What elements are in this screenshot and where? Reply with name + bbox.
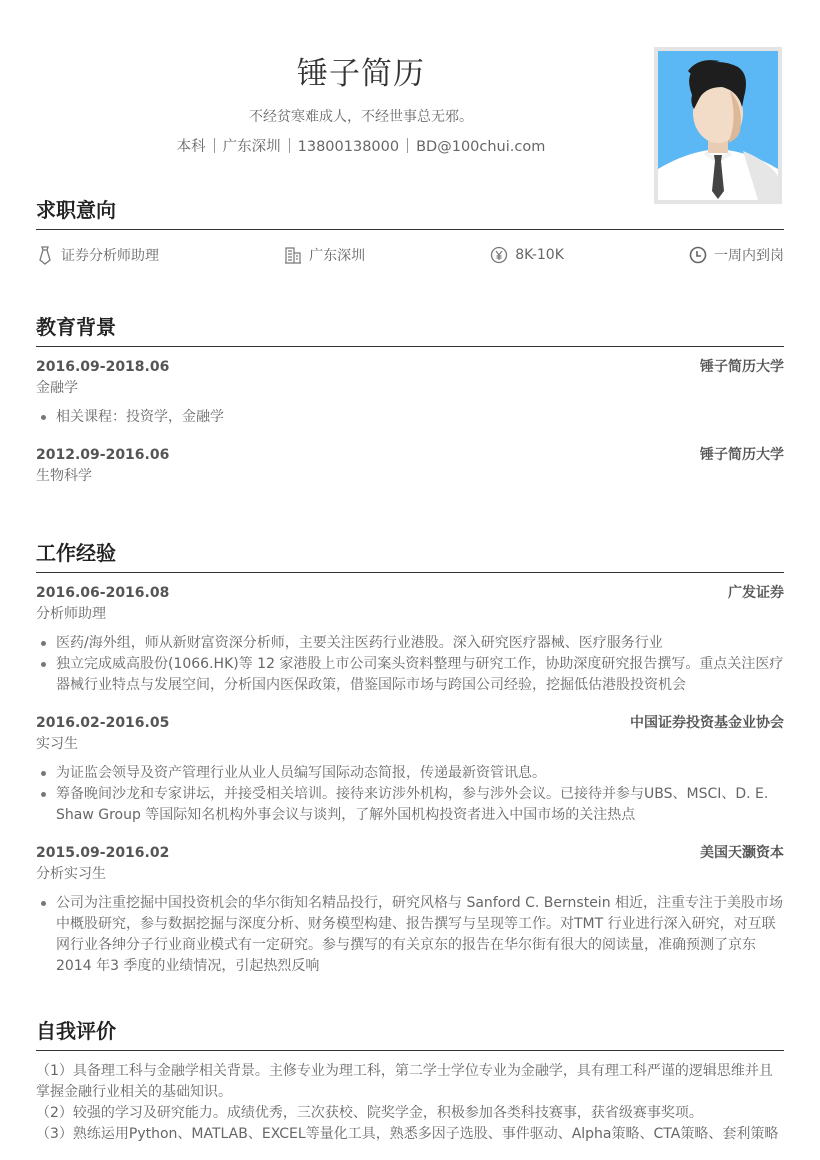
date-range: 2016.06-2016.08: [36, 585, 170, 601]
divider: [407, 138, 408, 153]
location: 广东深圳: [222, 139, 281, 155]
job-intent-section: [36, 194, 784, 265]
divider: [214, 138, 215, 153]
company-name: 中国证券投资基金业协会: [630, 715, 784, 731]
date-range: 2016.02-2016.05: [36, 715, 170, 731]
bullet-item: 独立完成威高股份(1066.HK)等 12 家港股上市公司案头资料整理与研究工作，协助深度研究报告撰写。重点关注医疗器械行业特点与发展空间，分析国内医保政策，借鉴国际市场与跨国公司经验，挖掘低估港股投资机会: [56, 654, 784, 696]
resume-page: [36, 0, 784, 1145]
section-title: 自我评价: [36, 1015, 784, 1051]
job-role: 分析师助理: [36, 606, 106, 622]
company-name: 广发证券: [728, 585, 784, 601]
intent-salary: 8K-10K: [490, 245, 564, 265]
motto: 不经贫寒难成人，不经世事总无邪。: [249, 109, 473, 125]
self-evaluation-section: [36, 1015, 784, 1145]
evaluation-paragraph: （3）熟练运用Python、MATLAB、EXCEL等量化工具，熟悉多因子选股、事件驱动、Alpha策略、CTA策略、套利策略: [36, 1126, 779, 1142]
building-icon: [284, 245, 302, 265]
contact-line: [36, 135, 686, 156]
job-role: 实习生: [36, 736, 78, 752]
intent-city: 广东深圳: [284, 245, 365, 265]
email: BD@100chui.com: [416, 139, 546, 155]
resume-header: [36, 0, 784, 190]
work-entry: [36, 843, 784, 977]
bullet-item: 筹备晚间沙龙和专家讲坛，并接受相关培训。接待来访涉外机构，参与涉外会议。已接待并参与UBS、MSCI、D. E. Shaw Group 等国际知名机构外事会议与谈判，了解外国机构投资者进入中国市场的关注热点: [56, 784, 784, 826]
date-range: 2015.09-2016.02: [36, 845, 170, 861]
job-role: 分析实习生: [36, 866, 106, 882]
bullet-item: 为证监会领导及资产管理行业从业人员编写国际动态简报，传递最新资管讯息。: [56, 763, 784, 784]
intent-row: [36, 245, 784, 265]
work-entry: [36, 583, 784, 696]
profile-photo: [654, 47, 782, 204]
avatar-illustration-icon: [658, 51, 778, 200]
work-entry: [36, 713, 784, 826]
bullet-item: 公司为注重挖掘中国投资机会的华尔街知名精品投行，研究风格与 Sanford C. Bernstein 相近，注重专注于美股市场中概股研究，参与数据挖掘与深度分析、财务模型构建、报告撰写与呈现等工作。对TMT 行业进行深入研究，对互联网行业各绅分子行业商业模式有一定研究。参与撰写的有关京东的报告在华尔街有很大的阅读量，准确预测了京东 2014 年3 季度的业绩情况，引起热烈反响: [56, 893, 784, 977]
section-title: 工作经验: [36, 537, 784, 573]
evaluation-paragraph: （2）较强的学习及研究能力。成绩优秀，三次获校、院奖学金，积极参加各类科技赛事，获省级赛事奖项。: [36, 1105, 703, 1121]
date-range: 2012.09-2016.06: [36, 447, 170, 463]
bullet-item: 相关课程：投资学，金融学: [56, 407, 784, 428]
date-range: 2016.09-2018.06: [36, 359, 170, 375]
major: 生物科学: [36, 468, 92, 484]
bullet-item: 医药/海外组，师从新财富资深分析师，主要关注医药行业港股。深入研究医疗器械、医疗服务行业: [56, 633, 784, 654]
education-section: [36, 311, 784, 487]
section-title: 教育背景: [36, 311, 784, 347]
tie-icon: [36, 245, 54, 265]
school-name: 锤子简历大学: [700, 359, 784, 375]
company-name: 美国天灏资本: [700, 845, 784, 861]
phone: 13800138000: [297, 139, 400, 155]
education-entry: [36, 445, 784, 487]
section-title: 求职意向: [36, 194, 784, 230]
school-name: 锤子简历大学: [700, 447, 784, 463]
education-entry: [36, 357, 784, 428]
yen-icon: [490, 246, 508, 264]
evaluation-paragraph: （1）具备理工科与金融学相关背景。主修专业为理工科，第二学士学位专业为金融学，具有理工科严谨的逻辑思维并且掌握金融行业相关的基础知识。: [36, 1063, 773, 1100]
clock-icon: [689, 246, 707, 264]
divider: [289, 138, 290, 153]
degree: 本科: [176, 139, 206, 155]
intent-position: 证券分析师助理: [36, 245, 159, 265]
candidate-name: 锤子简历: [297, 56, 425, 92]
work-section: [36, 537, 784, 977]
major: 金融学: [36, 380, 78, 396]
intent-availability: 一周内到岗: [689, 245, 784, 265]
